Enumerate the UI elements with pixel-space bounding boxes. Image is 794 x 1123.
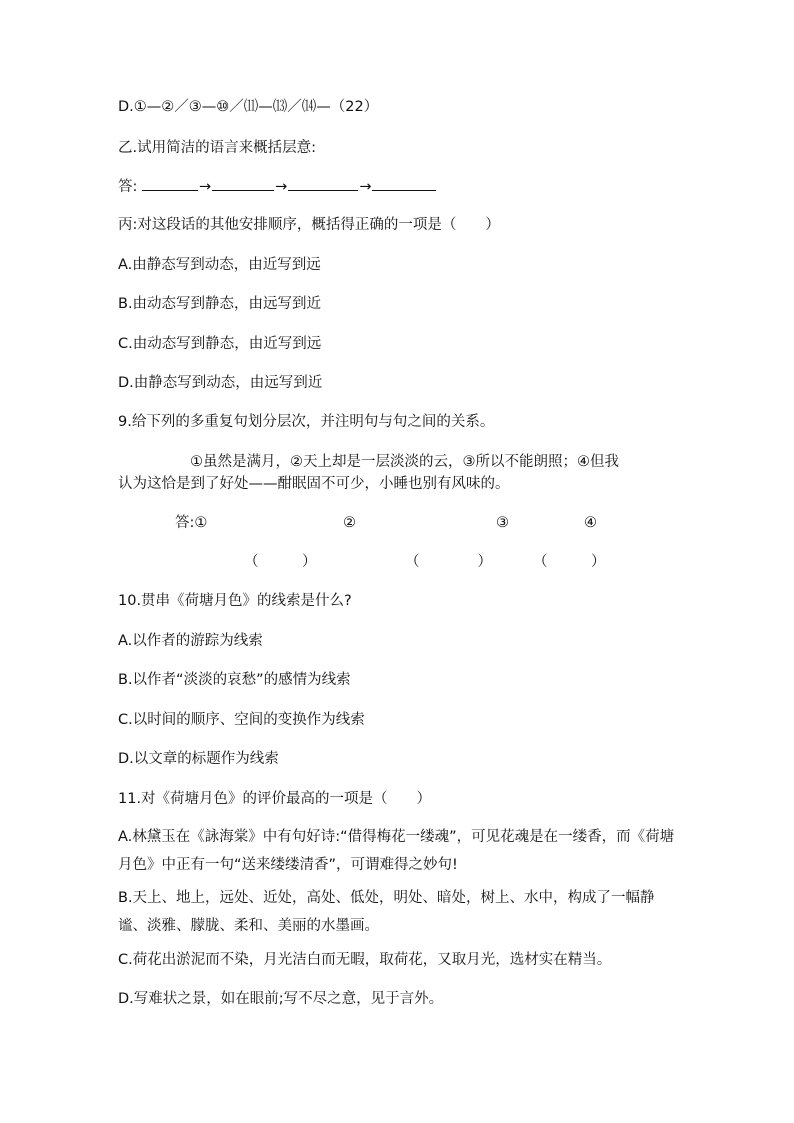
arrow-icon: → bbox=[199, 179, 212, 195]
q9-relation-blank-2[interactable]: （ ） bbox=[405, 554, 492, 570]
q9-mark-3: ③ bbox=[496, 515, 509, 531]
answer-blank-1[interactable] bbox=[142, 176, 198, 191]
option-10-a: A.以作者的游踪为线索 bbox=[118, 633, 263, 649]
option-bing-d: D.由静态写到动态，由远写到近 bbox=[118, 375, 323, 391]
arrow-icon: → bbox=[359, 179, 372, 195]
option-11-a: A.林黛玉在《詠海棠》中有句好诗:“借得梅花一缕魂”，可见花魂是在一缕香，而《荷塘月色》中正有一句“送来缕缕清香”，可谓难得之妙句! bbox=[118, 829, 675, 873]
question-yi-prompt: 乙.试用简洁的语言来概括层意: bbox=[118, 140, 316, 156]
question-10: 10.贯串《荷塘月色》的线索是什么? bbox=[118, 593, 352, 609]
option-11-b: B.天上、地上，远处、近处，高处、低处，明处、暗处，树上、水中，构成了一幅静谧、淡雅、朦胧、柔和、美丽的水墨画。 bbox=[118, 890, 655, 934]
option-11-d: D.写难状之景，如在眼前;写不尽之意，见于言外。 bbox=[118, 991, 444, 1007]
q9-relation-blank-1[interactable]: （ ） bbox=[244, 554, 317, 570]
question-9: 9.给下列的多重复句划分层次，并注明句与句之间的关系。 bbox=[118, 414, 495, 430]
answer-blank-3[interactable] bbox=[288, 176, 358, 191]
q9-relation-blank-3[interactable]: （ ） bbox=[533, 554, 606, 570]
answer-label: 答: bbox=[118, 179, 138, 195]
option-bing-b: B.由动态写到静态，由远写到近 bbox=[118, 296, 322, 312]
arrow-icon: → bbox=[275, 179, 288, 195]
option-bing-a: A.由静态写到动态，由近写到远 bbox=[118, 257, 321, 273]
q9-sentence-line-1: ①虽然是满月，②天上却是一层淡淡的云，③所以不能朗照；④但我 bbox=[190, 454, 619, 470]
q9-sentence-line-2: 认为这恰是到了好处——酣眠固不可少，小睡也别有风味的。 bbox=[118, 476, 510, 492]
answer-blank-4[interactable] bbox=[372, 176, 436, 191]
question-11: 11.对《荷塘月色》的评价最高的一项是（ ） bbox=[118, 791, 432, 807]
q9-mark-2: ② bbox=[343, 515, 356, 531]
q9-answer-label: 答:① bbox=[175, 515, 208, 531]
option-bing-c: C.由动态写到静态，由近写到远 bbox=[118, 336, 322, 352]
question-bing-prompt: 丙:对这段话的其他安排顺序，概括得正确的一项是（ ） bbox=[118, 217, 500, 233]
answer-blank-2[interactable] bbox=[212, 176, 274, 191]
option-10-b: B.以作者“淡淡的哀愁”的感情为线索 bbox=[118, 672, 351, 688]
option-d-previous: D.①—②／③—⑩／⑾—⒀／⒁—（22） bbox=[118, 99, 379, 115]
q9-mark-4: ④ bbox=[584, 515, 597, 531]
option-10-c: C.以时间的顺序、空间的变换作为线索 bbox=[118, 712, 365, 728]
answer-blanks-row bbox=[118, 176, 436, 197]
option-11-c: C.荷花出淤泥而不染，月光洁白而无暇，取荷花，又取月光，选材实在精当。 bbox=[118, 952, 612, 968]
option-10-d: D.以文章的标题作为线索 bbox=[118, 751, 279, 767]
